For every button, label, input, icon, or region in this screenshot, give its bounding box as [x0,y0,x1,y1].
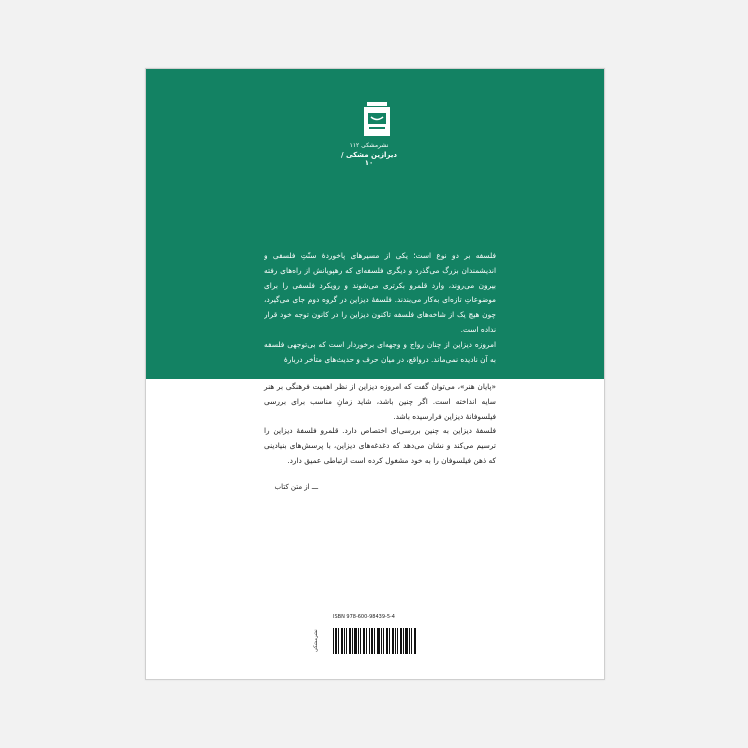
blurb-paragraph: امروزه دیزاین از چنان رواج و وجهه‌ای برخوردار است که بی‌توجهی فلسفه به آن نادیده نمی‌ماند. درواقع، در میان حرف و حدیث‌های متأخر دربارهٔ [264,339,496,364]
blurb-top [264,249,496,380]
series-number: نشرمشکی ۱۱۲ [349,142,389,149]
blurb-bottom [264,380,496,469]
isbn-label: ISBN 978-600-98439-5-4 [333,614,395,620]
publisher-name: نشرمشکی [313,629,319,652]
barcode [323,618,423,656]
blurb-paragraph: فلسفهٔ دیزاین به چنین بررسی‌ای اختصاص دارد. قلمرو فلسفهٔ دیزاین را ترسیم می‌کند و نشان می‌دهد که دغدغه‌های دیزاین، با پرسش‌های بنیادینی که ذهن فیلسوفان را به خود مشغول کرده است ارتباطی عمیق دارد. [264,426,496,465]
blurb-paragraph: فلسفه بر دو نوع است؛ یکی از مسیرهای پاخوردهٔ سنّتِ فلسفی و اندیشمندان بزرگ می‌گذرد و دیگری فلسفه‌ای که رهپویانش از راه‌های رفته بیرون می‌روند، وارد قلمرو بکرتری می‌شوند و رویکرد فلسفی را برای موضوعاتِ تازه‌ای به‌کار می‌بندند. فلسفهٔ دیزاین در گروه دوم جای می‌گیرد، چون هیچ یک از شاخه‌های فلسفه تاکنون دیزاین را در کانون توجه خود قرار نداده است. [264,251,496,334]
series-title: دیرازین مشکی / ۱۰ [341,151,397,167]
back-cover [145,68,605,680]
publisher-logo [362,102,392,138]
source-signature: ـــ از متن کتاب [274,483,318,491]
blurb [264,249,496,469]
blurb-paragraph: «پایان هنر»، می‌توان گفت که امروزه دیزاین از نظر اهمیت فرهنگی بر هنر سایه انداخته است. اگر چنین باشد، شاید زمانِ مناسب برای بررسی فیلسوفانهٔ دیزاین فرارسیده باشد. [264,382,496,421]
